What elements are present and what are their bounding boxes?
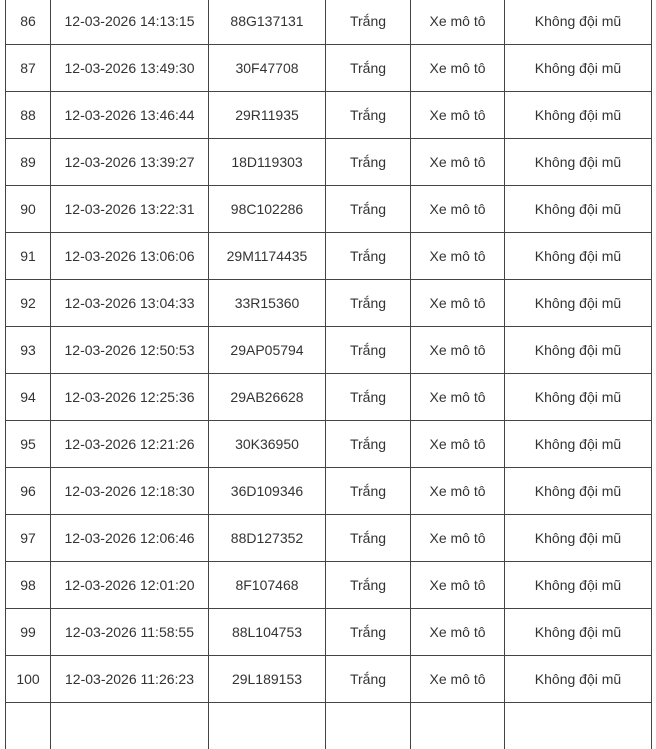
vehicle-type-cell: Xe mô tô [411,45,505,92]
violation-type-cell: Không đội mũ [505,609,652,656]
vehicle-type-cell: Xe mô tô [411,468,505,515]
row-number-cell: 94 [6,374,51,421]
plate-color-cell: Trắng [326,327,411,374]
violation-time-cell: 12-03-2026 13:04:33 [51,280,209,327]
violation-type-cell: Không đội mũ [505,280,652,327]
violation-type-cell: Không đội mũ [505,139,652,186]
table-row [6,186,652,233]
violation-time-cell: 12-03-2026 11:58:55 [51,609,209,656]
empty-cell [505,703,652,749]
violation-time-cell: 12-03-2026 12:18:30 [51,468,209,515]
violation-type-cell: Không đội mũ [505,421,652,468]
row-number-cell: 92 [6,280,51,327]
table-row [6,468,652,515]
plate-color-cell: Trắng [326,656,411,703]
table-row [6,421,652,468]
license-plate-cell: 29L189153 [209,656,326,703]
violation-time-cell: 12-03-2026 12:50:53 [51,327,209,374]
table-row [6,515,652,562]
violation-time-cell: 12-03-2026 13:46:44 [51,92,209,139]
vehicle-type-cell: Xe mô tô [411,327,505,374]
vehicle-type-cell: Xe mô tô [411,139,505,186]
license-plate-cell: 33R15360 [209,280,326,327]
violation-time-cell: 12-03-2026 14:13:15 [51,0,209,45]
empty-cell [209,703,326,749]
table-row-partial [6,703,652,749]
vehicle-type-cell: Xe mô tô [411,421,505,468]
table-row [6,139,652,186]
plate-color-cell: Trắng [326,515,411,562]
violation-type-cell: Không đội mũ [505,468,652,515]
table-row [6,609,652,656]
row-number-cell: 97 [6,515,51,562]
vehicle-type-cell: Xe mô tô [411,562,505,609]
violation-time-cell: 12-03-2026 13:06:06 [51,233,209,280]
empty-cell [411,703,505,749]
row-number-cell: 90 [6,186,51,233]
license-plate-cell: 29R11935 [209,92,326,139]
plate-color-cell: Trắng [326,139,411,186]
violation-type-cell: Không đội mũ [505,327,652,374]
vehicle-type-cell: Xe mô tô [411,233,505,280]
plate-color-cell: Trắng [326,374,411,421]
row-number-cell: 95 [6,421,51,468]
table-body [6,0,652,749]
violation-type-cell: Không đội mũ [505,0,652,45]
license-plate-cell: 88D127352 [209,515,326,562]
table-row [6,0,652,45]
row-number-cell: 98 [6,562,51,609]
empty-cell [6,703,51,749]
license-plate-cell: 30F47708 [209,45,326,92]
table-row [6,562,652,609]
violation-type-cell: Không đội mũ [505,233,652,280]
vehicle-type-cell: Xe mô tô [411,0,505,45]
table-row [6,327,652,374]
vehicle-type-cell: Xe mô tô [411,280,505,327]
license-plate-cell: 29AB26628 [209,374,326,421]
violation-type-cell: Không đội mũ [505,92,652,139]
plate-color-cell: Trắng [326,186,411,233]
row-number-cell: 100 [6,656,51,703]
row-number-cell: 89 [6,139,51,186]
violation-type-cell: Không đội mũ [505,374,652,421]
plate-color-cell: Trắng [326,233,411,280]
violation-time-cell: 12-03-2026 12:01:20 [51,562,209,609]
violation-time-cell: 12-03-2026 13:22:31 [51,186,209,233]
row-number-cell: 88 [6,92,51,139]
license-plate-cell: 98C102286 [209,186,326,233]
vehicle-type-cell: Xe mô tô [411,609,505,656]
plate-color-cell: Trắng [326,92,411,139]
license-plate-cell: 30K36950 [209,421,326,468]
row-number-cell: 93 [6,327,51,374]
violation-time-cell: 12-03-2026 12:06:46 [51,515,209,562]
violations-table [5,0,652,749]
violation-time-cell: 12-03-2026 13:39:27 [51,139,209,186]
license-plate-cell: 88G137131 [209,0,326,45]
plate-color-cell: Trắng [326,468,411,515]
violation-time-cell: 12-03-2026 11:26:23 [51,656,209,703]
license-plate-cell: 88L104753 [209,609,326,656]
violation-time-cell: 12-03-2026 12:25:36 [51,374,209,421]
plate-color-cell: Trắng [326,609,411,656]
license-plate-cell: 8F107468 [209,562,326,609]
vehicle-type-cell: Xe mô tô [411,515,505,562]
table-row [6,45,652,92]
plate-color-cell: Trắng [326,421,411,468]
violation-type-cell: Không đội mũ [505,656,652,703]
violation-type-cell: Không đội mũ [505,515,652,562]
row-number-cell: 86 [6,0,51,45]
empty-cell [51,703,209,749]
violation-time-cell: 12-03-2026 12:21:26 [51,421,209,468]
table-row [6,374,652,421]
license-plate-cell: 18D119303 [209,139,326,186]
violation-type-cell: Không đội mũ [505,562,652,609]
violation-type-cell: Không đội mũ [505,186,652,233]
vehicle-type-cell: Xe mô tô [411,186,505,233]
row-number-cell: 99 [6,609,51,656]
license-plate-cell: 36D109346 [209,468,326,515]
vehicle-type-cell: Xe mô tô [411,92,505,139]
row-number-cell: 87 [6,45,51,92]
vehicle-type-cell: Xe mô tô [411,656,505,703]
plate-color-cell: Trắng [326,0,411,45]
empty-cell [326,703,411,749]
violation-time-cell: 12-03-2026 13:49:30 [51,45,209,92]
plate-color-cell: Trắng [326,280,411,327]
table-row [6,280,652,327]
plate-color-cell: Trắng [326,562,411,609]
license-plate-cell: 29AP05794 [209,327,326,374]
table-row [6,233,652,280]
vehicle-type-cell: Xe mô tô [411,374,505,421]
violation-type-cell: Không đội mũ [505,45,652,92]
row-number-cell: 91 [6,233,51,280]
row-number-cell: 96 [6,468,51,515]
license-plate-cell: 29M1174435 [209,233,326,280]
table-row [6,92,652,139]
plate-color-cell: Trắng [326,45,411,92]
table-row [6,656,652,703]
